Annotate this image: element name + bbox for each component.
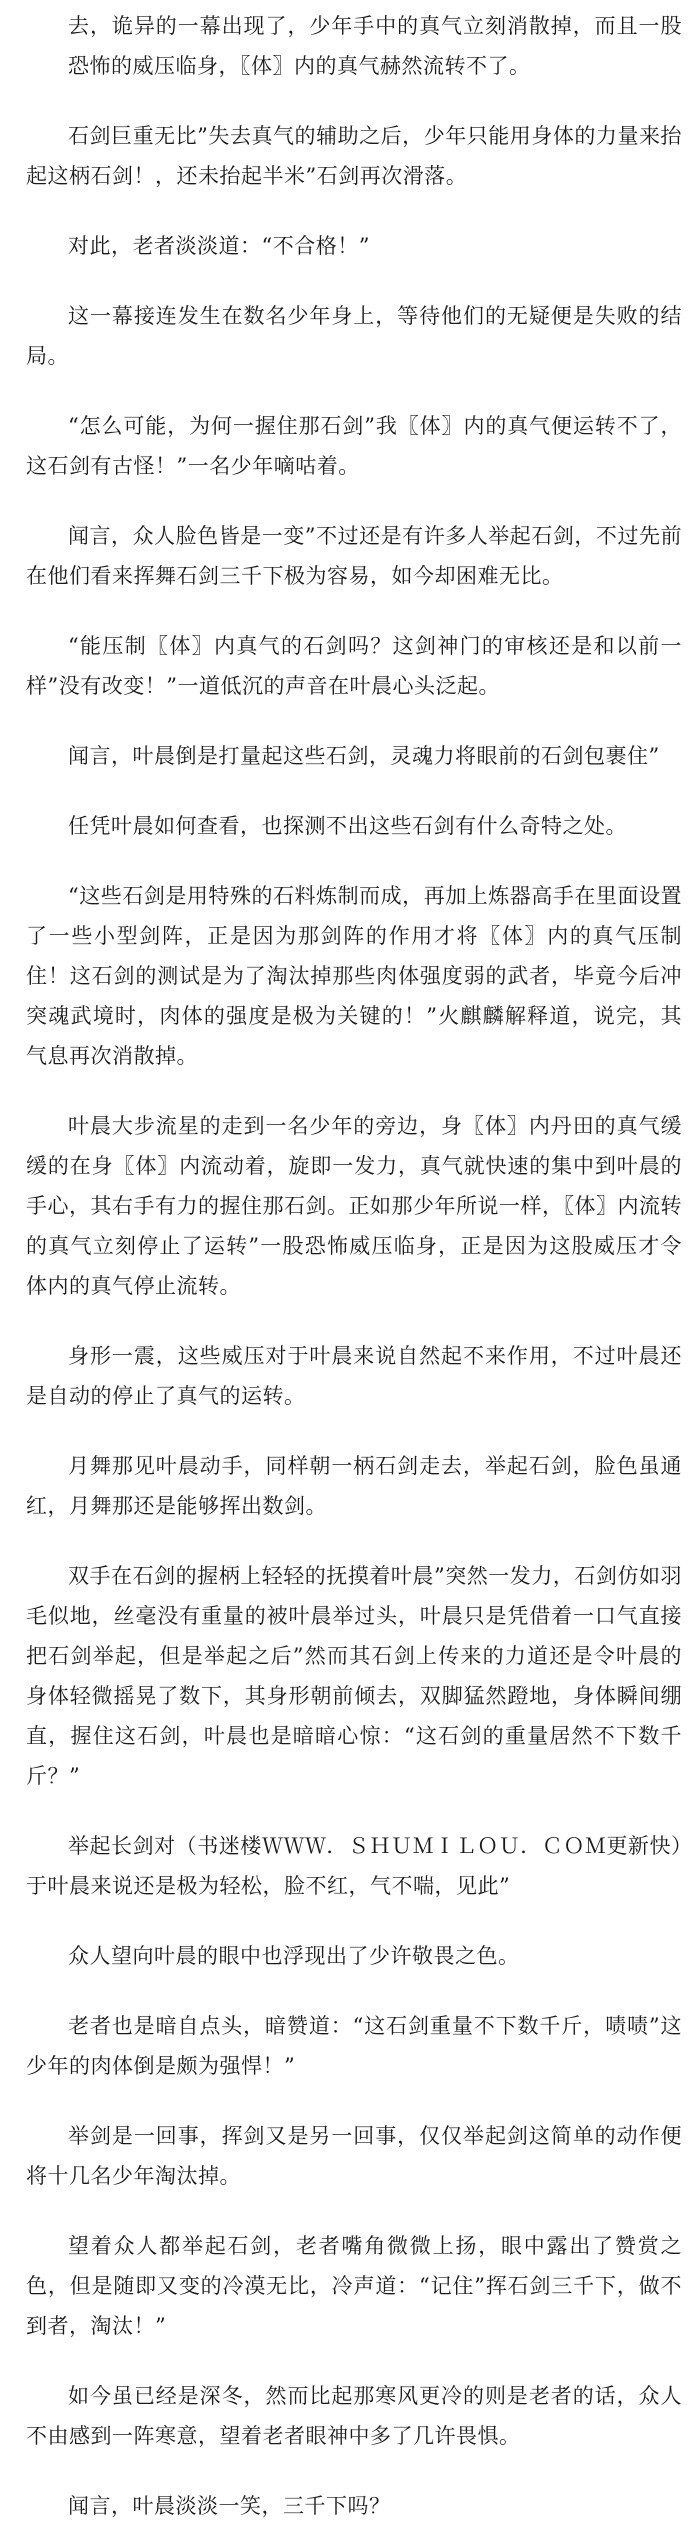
paragraph: 去，诡异的一幕出现了，少年手中的真气立刻消散掉，而且一股恐怖的威压临身，〖体〗内的真气赫然流转不了。 [68, 14, 682, 78]
paragraph: 闻言，众人脸色皆是一变”不过还是有许多人举起石剑，不过先前在他们看来挥舞石剑三千下极为容易，如今却困难无比。 [26, 524, 682, 588]
paragraph: 众人望向叶晨的眼中也浮现出了少许敬畏之色。 [68, 1944, 520, 1968]
paragraph: “怎么可能，为何一握住那石剑”我〖体〗内的真气便运转不了，这石剑有古怪！”一名少年嘀咕着。 [26, 414, 682, 478]
paragraph: 举剑是一回事，挥剑又是另一回事，仅仅举起剑这简单的动作便将十几名少年淘汰掉。 [26, 2124, 682, 2188]
paragraph: 任凭叶晨如何查看，也探测不出这些石剑有什么奇特之处。 [68, 814, 627, 838]
paragraph: 如今虽已经是深冬，然而比起那寒风更冷的则是老者的话，众人不由感到一阵寒意，望着老者眼神中多了几许畏惧。 [26, 2384, 682, 2448]
paragraph: 望着众人都举起石剑，老者嘴角微微上扬，眼中露出了赞赏之色，但是随即又变的冷漠无比，冷声道：“记住”挥石剑三千下，做不到者，淘汰！” [26, 2234, 682, 2338]
paragraph: 闻言，叶晨淡淡一笑，三千下吗？ [68, 2494, 391, 2518]
paragraph: “能压制〖体〗内真气的石剑吗？这剑神门的审核还是和以前一样”没有改变！”一道低沉的声音在叶晨心头泛起。 [26, 634, 682, 698]
paragraph: 闻言，叶晨倒是打量起这些石剑，灵魂力将眼前的石剑包裹住” [68, 744, 660, 768]
paragraph: 身形一震，这些威压对于叶晨来说自然起不来作用，不过叶晨还是自动的停止了真气的运转。 [26, 1344, 682, 1408]
paragraph: 这一幕接连发生在数名少年身上，等待他们的无疑便是失败的结局。 [26, 304, 682, 368]
paragraph: 月舞那见叶晨动手，同样朝一柄石剑走去，举起石剑，脸色虽通红，月舞那还是能够挥出数剑。 [26, 1454, 682, 1518]
paragraph: “这些石剑是用特殊的石料炼制而成，再加上炼器高手在里面设置了一些小型剑阵，正是因为那剑阵的作用才将〖体〗内的真气压制住！这石剑的测试是为了淘汰掉那些肉体强度弱的武者，毕竟今后冲突魂武境时，肉体的强度是极为关键的！”火麒麟解释道，说完，其气息再次消散掉。 [26, 884, 682, 1068]
paragraph: 双手在石剑的握柄上轻轻的抚摸着叶晨”突然一发力，石剑仿如羽毛似地，丝毫没有重量的被叶晨举过头，叶晨只是凭借着一口气直接把石剑举起，但是举起之后”然而其石剑上传来的力道还是令叶晨的身体轻微摇晃了数下，其身形朝前倾去，双脚猛然蹬地，身体瞬间绷直，握住这石剑，叶晨也是暗暗心惊：“这石剑的重量居然不下数千斤？” [26, 1564, 682, 1788]
paragraph: 石剑巨重无比”失去真气的辅助之后，少年只能用身体的力量来抬起这柄石剑！，还未抬起半米”石剑再次滑落。 [26, 124, 682, 188]
paragraph: 老者也是暗自点头，暗赞道：“这石剑重量不下数千斤，啧啧”这少年的肉体倒是颇为强悍！” [26, 2014, 682, 2078]
paragraph: 对此，老者淡淡道：“不合格！” [68, 234, 370, 258]
paragraph: 举起长剑对（书迷楼ＷＷＷ．ＳＨＵＭＩＬＯＵ．ＣＯＭ更新快）于叶晨来说还是极为轻松，脸不红，气不喘，见此” [26, 1834, 682, 1898]
paragraph: 叶晨大步流星的走到一名少年的旁边，身〖体〗内丹田的真气缓缓的在身〖体〗内流动着，旋即一发力，真气就快速的集中到叶晨的手心，其右手有力的握住那石剑。正如那少年所说一样，〖体〗内流转的真气立刻停止了运转”一股恐怖威压临身，正是因为这股威压才令体内的真气停止流转。 [26, 1114, 682, 1298]
